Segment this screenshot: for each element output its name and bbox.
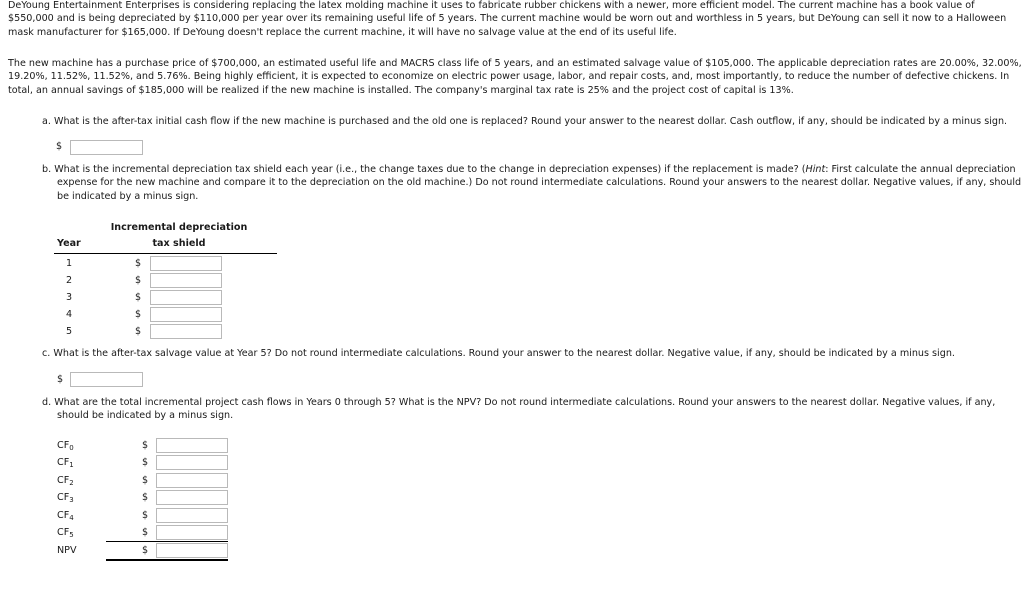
npv-label: NPV	[57, 545, 77, 556]
year-header: Year	[57, 238, 81, 249]
cf-label: $CF_2$	[57, 475, 74, 487]
cf-label: $CF_1$	[57, 457, 74, 469]
npv-top-rule	[106, 541, 228, 542]
part-a-question: a. What is the after-tax initial cash flow if the new machine is purchased and the old one is replaced? Round your answer to the nearest dollar. Cash outflow, if any, should be indicated by a minus sign.	[42, 116, 1008, 127]
currency-label: $	[141, 492, 149, 503]
currency-label: $	[141, 527, 149, 538]
npv-double-rule	[106, 559, 228, 561]
hint-label: Hint	[805, 164, 826, 175]
problem-intro: DeYoung Entertainment Enterprises is considering replacing the latex molding machine it uses to fabricate rubber chickens with a newer, more efficient model. The current machine has a book value of $550,000 and is being depreciated by $110,000 per year over its remaining useful life of 5 years. The current machine would be worn out and worthless in 5 years, but DeYoung can sell it now to a Halloween mask manufacturer for $165,000. If DeYoung doesn't replace the current machine, it will have no salvage value at the end of its useful life.	[8, 0, 1007, 38]
currency-label: $	[134, 309, 142, 320]
part-c-currency: $	[56, 374, 64, 385]
tax-shield-year-2-input[interactable]	[150, 273, 222, 288]
cf-0-input[interactable]	[156, 438, 228, 453]
year-label: 1	[66, 258, 73, 269]
tax-shield-year-3-input[interactable]	[150, 290, 222, 305]
cf-label: $CF_4$	[57, 510, 74, 522]
currency-label: $	[134, 275, 142, 286]
table-header-rule	[54, 253, 277, 254]
cf-label: $CF_5$	[57, 527, 74, 539]
part-c-answer-input[interactable]	[70, 372, 143, 387]
part-a-currency: $	[55, 141, 63, 152]
currency-label: $	[141, 545, 149, 556]
cf-5-input[interactable]	[156, 525, 228, 540]
currency-label: $	[141, 440, 149, 451]
currency-label: $	[134, 258, 142, 269]
tax-shield-header-top: Incremental depreciation	[110, 222, 248, 233]
part-c-question: c. What is the after-tax salvage value at Year 5? Do not round intermediate calculations. Round your answer to the nearest dollar. Negative value, if any, should be indicated by a minus sign.	[42, 348, 955, 359]
cf-2-input[interactable]	[156, 473, 228, 488]
year-label: 5	[66, 326, 73, 337]
tax-shield-year-4-input[interactable]	[150, 307, 222, 322]
part-b-question: b. What is the incremental depreciation tax shield each year (i.e., the change taxes due to the change in depreciation expenses) if the replacement is made? (Hint: First calculate the annual depreciation expense for the new machine and compare it to the depreciation on the old machine.) Do not round intermediate calculations. Round your answers to the nearest dollar. Negative values, if any, should be indicated by a minus sign.	[42, 164, 1022, 202]
cf-label: $CF_0$	[57, 440, 74, 452]
cf-4-input[interactable]	[156, 508, 228, 523]
part-d-question: d. What are the total incremental project cash flows in Years 0 through 5? What is the NPV? Do not round intermediate calculations. Round your answers to the nearest dollar. Negative values, if any, should be indicated by a minus sign.	[42, 397, 996, 422]
npv-input[interactable]	[156, 543, 228, 558]
year-label: 3	[66, 292, 73, 303]
cf-3-input[interactable]	[156, 490, 228, 505]
cf-label: $CF_3$	[57, 492, 74, 504]
year-label: 2	[66, 275, 73, 286]
part-a-answer-input[interactable]	[70, 140, 143, 155]
tax-shield-year-5-input[interactable]	[150, 324, 222, 339]
problem-details: The new machine has a purchase price of $700,000, an estimated useful life and MACRS class life of 5 years, and an estimated salvage value of $105,000. The applicable depreciation rates are 20.00%, 32.00%, 19.20%, 11.52%, 11.52%, and 5.76%. Being highly efficient, it is expected to economize on electric power usage, labor, and repair costs, and, most importantly, to reduce the number of defective chickens. In total, an annual savings of $185,000 will be realized if the new machine is installed. The company's marginal tax rate is 25% and the project cost of capital is 13%.	[8, 58, 1022, 96]
tax-shield-year-1-input[interactable]	[150, 256, 222, 271]
cf-1-input[interactable]	[156, 455, 228, 470]
currency-label: $	[141, 475, 149, 486]
currency-label: $	[141, 457, 149, 468]
tax-shield-header-bottom: tax shield	[152, 238, 206, 249]
year-label: 4	[66, 309, 73, 320]
currency-label: $	[134, 292, 142, 303]
currency-label: $	[134, 326, 142, 337]
currency-label: $	[141, 510, 149, 521]
